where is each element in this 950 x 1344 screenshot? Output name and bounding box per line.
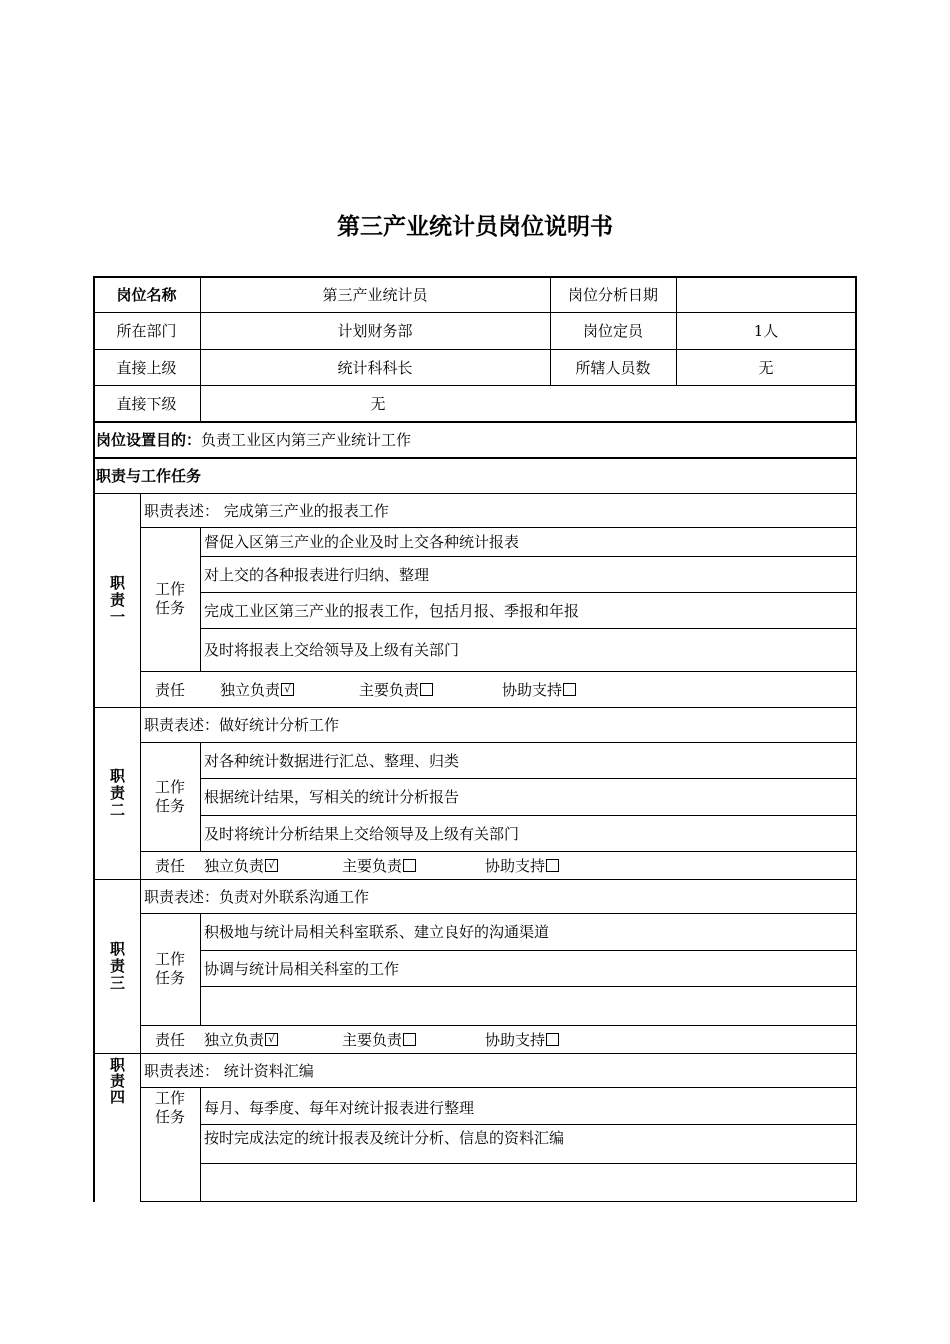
duty-3-task-3 <box>200 986 856 1025</box>
position-name-value: 第三产业统计员 <box>322 285 428 304</box>
empty-box-icon[interactable] <box>403 859 416 872</box>
task-label-text: 工作任务 <box>154 580 185 617</box>
duty-3-task-1: 积极地与统计局相关科室联系、建立良好的沟通渠道 <box>204 923 550 941</box>
duty-1-assist-option[interactable]: 协助支持 <box>502 679 576 700</box>
duty-1-responsibility-label: 责任 <box>154 680 185 699</box>
page-title: 第三产业统计员岗位说明书 <box>337 214 613 240</box>
duty-3-statement: 职责表述：负责对外联系沟通工作 <box>144 887 370 906</box>
duty-2-name <box>93 707 140 879</box>
duty-1-independent-option[interactable]: 独立负责 √ <box>220 679 294 700</box>
checked-box-icon[interactable]: √ <box>265 1033 278 1046</box>
empty-box-icon[interactable] <box>563 683 576 696</box>
duty-4-statement: 职责表述： 统计资料汇编 <box>144 1061 314 1080</box>
empty-box-icon[interactable] <box>420 683 433 696</box>
position-name-label: 岗位名称 <box>116 285 177 304</box>
duty-4-task-1: 每月、每季度、每年对统计报表进行整理 <box>204 1099 475 1117</box>
duty-2-task-label: 工作任务 <box>154 777 185 815</box>
duty-3-assist-option[interactable]: 协助支持 <box>485 1029 559 1050</box>
subordinates-count-label: 所辖人员数 <box>575 358 651 377</box>
job-description-table <box>93 276 857 1202</box>
empty-box-icon[interactable] <box>546 1033 559 1046</box>
department-value: 计划财务部 <box>337 322 413 340</box>
duty-1-task-1: 督促入区第三产业的企业及时上交各种统计报表 <box>204 533 520 551</box>
duty-3-main-option[interactable]: 主要负责 <box>342 1029 416 1050</box>
duty-2-assist-option[interactable]: 协助支持 <box>485 855 559 876</box>
superior-label: 直接上级 <box>116 358 177 377</box>
empty-box-icon[interactable] <box>403 1033 416 1046</box>
subordinates-count-value: 无 <box>758 358 774 377</box>
purpose-label: 岗位设置目的： <box>96 431 202 449</box>
department-label: 所在部门 <box>116 322 177 340</box>
duty-1-task-label <box>140 527 200 671</box>
duty-1-task-3: 完成工业区第三产业的报表工作，包括月报、季报和年报 <box>204 601 580 620</box>
headcount-value: 1人 <box>753 322 779 340</box>
duty-4-task-label: 工作任务 <box>154 1089 185 1126</box>
purpose-text: 负责工业区内第三产业统计工作 <box>201 431 412 449</box>
duty-3-responsibility-label: 责任 <box>154 1030 185 1049</box>
duty-1-task-2: 对上交的各种报表进行归纳、整理 <box>204 565 430 584</box>
duty-2-task-1: 对各种统计数据进行汇总、整理、归类 <box>204 751 460 770</box>
duty-3-name-text: 职责三 <box>108 940 126 992</box>
purpose-row <box>93 422 856 457</box>
duty-1-responsibility-options <box>200 671 856 707</box>
duty-3-name <box>93 879 140 1053</box>
duty-2-independent-option[interactable]: 独立负责 √ <box>204 855 278 876</box>
duty-1-task-4: 及时将报表上交给领导及上级有关部门 <box>204 641 460 659</box>
empty-box-icon[interactable] <box>546 859 559 872</box>
duties-header: 职责与工作任务 <box>96 467 202 485</box>
checked-box-icon[interactable]: √ <box>281 683 294 696</box>
duty-2-main-option[interactable]: 主要负责 <box>342 855 416 876</box>
duty-3-responsibility-options <box>200 1025 856 1053</box>
duty-2-responsibility-options <box>200 851 856 879</box>
subordinate-value: 无 <box>370 394 386 413</box>
duty-2-task-2: 根据统计结果，写相关的统计分析报告 <box>204 788 460 806</box>
duty-1-name <box>93 493 140 707</box>
analysis-date-label: 岗位分析日期 <box>567 285 658 304</box>
superior-value: 统计科科长 <box>337 358 413 377</box>
duty-1-main-option[interactable]: 主要负责 <box>359 679 433 700</box>
duty-4-task-2: 按时完成法定的统计报表及统计分析、信息的资料汇编 <box>204 1128 565 1147</box>
duty-4-task-3 <box>200 1163 856 1201</box>
duty-2-statement: 职责表述：做好统计分析工作 <box>144 716 340 734</box>
duty-3-independent-option[interactable]: 独立负责 √ <box>204 1029 278 1050</box>
duty-2-task-3: 及时将统计分析结果上交给领导及上级有关部门 <box>204 824 520 843</box>
duty-2-name-text: 职责二 <box>108 767 126 819</box>
duty-1-statement: 职责表述： 完成第三产业的报表工作 <box>144 501 389 520</box>
analysis-date-value <box>676 276 856 312</box>
duty-4-name <box>93 1053 140 1125</box>
duty-1-name-text: 职责一 <box>108 574 126 626</box>
headcount-label: 岗位定员 <box>582 322 643 340</box>
duty-3-task-label: 工作任务 <box>154 950 185 987</box>
duty-3-task-2: 协调与统计局相关科室的工作 <box>204 959 400 978</box>
duty-4-name-text: 职责四 <box>108 1057 126 1105</box>
subordinate-label: 直接下级 <box>116 394 177 413</box>
duty-2-responsibility-label: 责任 <box>154 856 185 875</box>
checked-box-icon[interactable]: √ <box>265 859 278 872</box>
